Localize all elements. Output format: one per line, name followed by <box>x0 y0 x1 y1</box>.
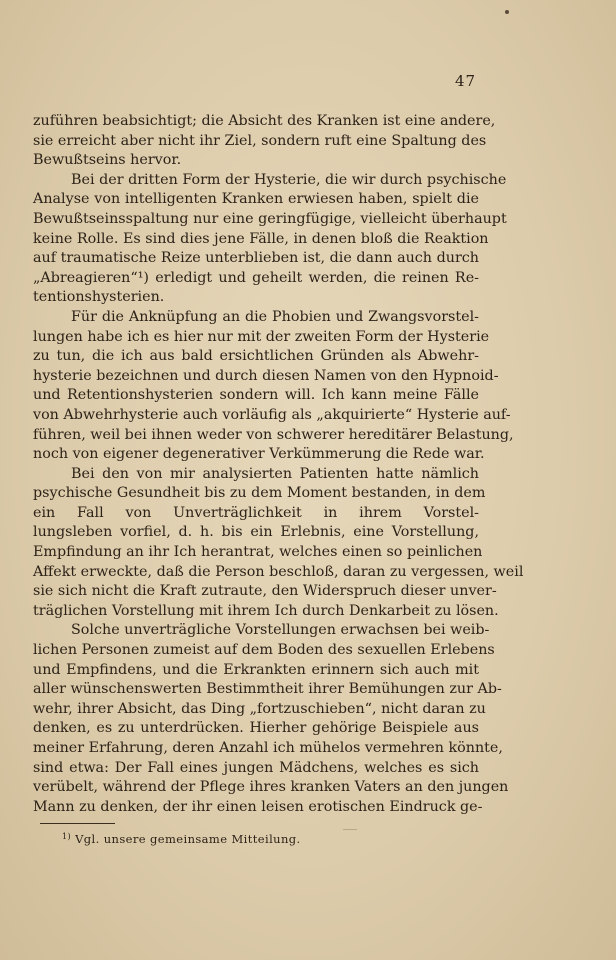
text-line: sie sich nicht die Kraft zutraute, den Widerspruch dieser unver- <box>33 583 497 600</box>
text-line: Bei den von mir analysierten Patienten hatte nämlich <box>71 465 479 482</box>
text-line: lungsleben vorfiel, d. h. bis ein Erlebnis, eine Vorstellung, <box>33 524 479 541</box>
faint-mark <box>343 829 357 830</box>
text-line: Bewußtseinsspaltung nur eine geringfügige, vielleicht überhaupt <box>33 210 507 227</box>
text-line: von Abwehrhysterie auch vorläufig als „akquirierte“ Hysterie auf- <box>33 406 511 423</box>
text-line: Solche unverträgliche Vorstellungen erwachsen bei weib- <box>71 622 490 639</box>
page-number: 47 <box>455 72 477 90</box>
text-line: meiner Erfahrung, deren Anzahl ich mühelos vermehren könnte, <box>33 740 503 756</box>
text-line: „Abreagieren“¹) erledigt und geheilt werden, die reinen Re- <box>33 269 479 286</box>
text-line: Analyse von intelligenten Kranken erwiesen haben, spielt die <box>33 191 479 208</box>
paragraph <box>33 465 524 622</box>
text-line: lungen habe ich es hier nur mit der zweiten Form der Hysterie <box>33 328 490 345</box>
text-line: verübelt, während der Pflege ihres kranken Vaters an den jungen <box>33 779 509 796</box>
text-line: auf traumatische Reize unterblieben ist, die dann auch durch <box>33 250 479 267</box>
footnote-text: Vgl. unsere gemeinsame Mitteilung. <box>75 832 301 846</box>
text-line: wehr, ihrer Absicht, das Ding „fortzuschieben“, nicht daran zu <box>33 700 486 717</box>
text-line: keine Rolle. Es sind dies jene Fälle, in denen bloß die Reaktion <box>33 230 489 247</box>
text-line: zu tun, die ich aus bald ersichtlichen Gründen als Abwehr- <box>33 348 479 365</box>
text-line: tentionshysterien. <box>33 289 165 306</box>
text-line: träglichen Vorstellung mit ihrem Ich durch Denkarbeit zu lösen. <box>33 602 499 619</box>
text-line: ein Fall von Unverträglichkeit in ihrem Vorstel- <box>33 504 479 521</box>
text-line: Bei der dritten Form der Hysterie, die wir durch psychische <box>71 171 507 188</box>
text-line: zuführen beabsichtigt; die Absicht des Kranken ist eine andere, <box>33 113 496 129</box>
text-line: Für die Anknüpfung an die Phobien und Zwangsvorstel- <box>71 308 479 325</box>
text-line: Empfindung an ihr Ich herantrat, welches einen so peinlichen <box>33 544 483 561</box>
text-line: führen, weil bei ihnen weder von schwerer hereditärer Belastung, <box>33 426 514 443</box>
text-line: sie erreicht aber nicht ihr Ziel, sondern ruft eine Spaltung des <box>33 132 487 149</box>
footnote-marker: 1) <box>62 832 72 841</box>
print-speck <box>505 10 509 14</box>
text-line: und Empfindens, und die Erkrankten erinnern sich auch mit <box>33 661 479 678</box>
text-line: aller wünschenswerten Bestimmtheit ihrer Bemühungen zur Ab- <box>33 681 502 698</box>
text-line: hysterie bezeichnen und durch diesen Namen von den Hypnoid- <box>33 367 499 384</box>
text-line: denken, es zu unterdrücken. Hierher gehörige Beispiele aus <box>33 720 479 737</box>
paragraph <box>33 621 509 817</box>
paragraph <box>33 112 496 171</box>
text-line: psychische Gesundheit bis zu dem Moment bestanden, in dem <box>33 485 486 502</box>
text-line: Affekt erweckte, daß die Person beschloß, daran zu vergessen, weil <box>33 563 524 580</box>
footnote-divider <box>40 823 115 824</box>
text-line: noch von eigener degenerativer Verkümmerung die Rede war. <box>33 446 485 463</box>
paragraph <box>33 308 514 465</box>
text-line: Bewußtseins hervor. <box>33 152 182 169</box>
text-line: lichen Personen zumeist auf dem Boden des sexuellen Erlebens <box>33 642 495 659</box>
text-line: und Retentionshysterien sondern will. Ich kann meine Fälle <box>33 387 479 404</box>
text-line: Mann zu denken, der ihr einen leisen erotischen Eindruck ge- <box>33 798 483 815</box>
paragraph <box>33 171 507 308</box>
text-line: sind etwa: Der Fall eines jungen Mädchens, welches es sich <box>33 759 479 776</box>
body-text <box>33 112 524 817</box>
footnote <box>62 832 301 846</box>
